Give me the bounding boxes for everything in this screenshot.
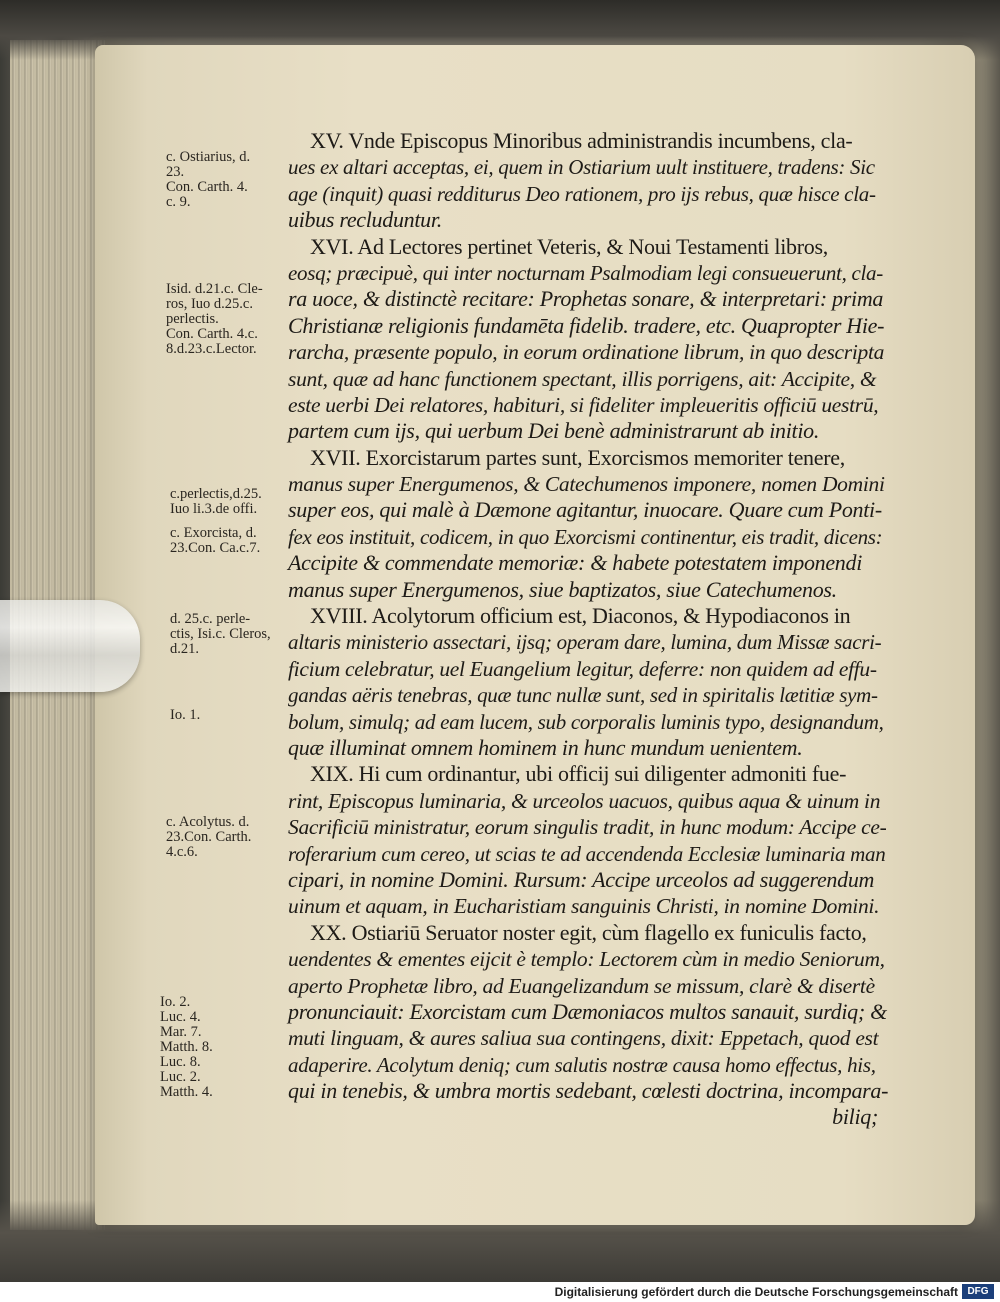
margin-note xyxy=(170,708,200,723)
margin-note-line: 8.d.23.c.Lector. xyxy=(166,341,257,357)
text-line: super eos, qui malè à Dæmone agitantur, inuocare. Quare cum Ponti- xyxy=(288,497,882,523)
text-line: altaris ministerio assectari, ijsq; operam dare, lumina, dum Missæ sacri- xyxy=(288,630,882,655)
text-line: partem cum ijs, qui uerbum Dei benè administrarunt ab initio. xyxy=(288,418,820,444)
margin-note-line: 4.c.6. xyxy=(166,844,198,860)
text-line: este uerbi Dei relatores, habituri, si fideliter impleueritis officiū uestrū, xyxy=(288,392,879,417)
margin-note-line: Mar. 7. xyxy=(160,1024,202,1040)
margin-note xyxy=(166,282,263,357)
section-heading-line: XX. Ostiariū Seruator noster egit, cùm flagello ex funiculis facto, xyxy=(310,919,867,945)
margin-note-line: c. Ostiarius, d. xyxy=(166,149,251,165)
margin-note xyxy=(170,612,271,657)
text-line: manus super Energumenos, siue baptizatos, siue Catechumenos. xyxy=(288,576,837,602)
text-line: adaperire. Acolytum deniq; cum salutis nostræ causa homo effectus, his, xyxy=(288,1052,876,1077)
text-line: cipari, in nomine Domini. Rursum: Accipe urceolos ad suggerendum xyxy=(288,866,875,892)
margin-note-line: 23.Con. Carth. xyxy=(166,829,252,845)
text-line: eosq; præcipuè, qui inter nocturnam Psalmodiam legi consueuerunt, cla- xyxy=(288,260,883,285)
text-line: Sacrificiū ministratur, eorum singulis tradit, in hunc modum: Accipe ce- xyxy=(288,815,887,840)
section-heading-line: XIX. Hi cum ordinantur, ubi officij sui diligenter admoniti fue- xyxy=(310,761,847,787)
text-line: rint, Episcopus luminaria, & urceolos uacuos, quibus aqua & uinum in xyxy=(288,788,881,813)
margin-note xyxy=(170,487,262,517)
margin-note-line: Isid. d.21.c. Cle- xyxy=(166,281,263,297)
margin-note-line: d.21. xyxy=(170,641,199,657)
text-line: gandas aëris tenebras, quæ tunc nullæ sunt, sed in spiritalis lætitiæ sym- xyxy=(288,683,878,708)
margin-note-line: Luc. 2. xyxy=(160,1069,201,1085)
margin-note-line: c. Exorcista, d. xyxy=(170,525,257,541)
text-line: bolum, simulq; ad eam lucem, sub corporalis luminis typo, designandum, xyxy=(288,709,884,734)
text-line: uinum et aquam, in Eucharistiam sanguinis Christi, in nomine Domini. xyxy=(288,894,880,919)
text-line: ficium celebratur, uel Euangelium legitur, deferre: non quidem ad effu- xyxy=(288,656,877,681)
margin-note-line: Iuo li.3.de offi. xyxy=(170,501,258,517)
margin-note-line: perlectis. xyxy=(166,311,219,327)
text-line: muti linguam, & aures saliua sua contingens, dixit: Eppetach, quod est xyxy=(288,1026,879,1051)
text-line: Christianæ religionis fundamēta fidelib. tradere, etc. Quapropter Hie- xyxy=(288,312,885,338)
page-holder-clip xyxy=(0,600,140,692)
margin-note xyxy=(166,815,251,860)
text-line: qui in tenebis, & umbra mortis sedebant, cœlesti doctrina, incompara- xyxy=(288,1078,889,1104)
text-line: rarcha, præsente populo, in eorum ordinatione librum, in quo descripta xyxy=(288,340,885,365)
margin-note xyxy=(170,526,260,556)
section-heading-line: XVIII. Acolytorum officium est, Diaconos, & Hypodiaconos in xyxy=(310,603,851,629)
margin-note-line: d. 25.c. perle- xyxy=(170,611,251,627)
margin-note-line: ctis, Isi.c. Cleros, xyxy=(170,626,271,642)
margin-note-line: Luc. 8. xyxy=(160,1054,201,1070)
margin-note-line: Con. Carth. 4.c. xyxy=(166,326,258,342)
text-line: aperto Prophetæ libro, ad Euangelizandum se missum, clarè & disertè xyxy=(288,973,875,998)
margin-note-line: 23.Con. Ca.c.7. xyxy=(170,540,261,556)
dfg-logo: DFG xyxy=(962,1284,994,1299)
margin-note-line: c. Acolytus. d. xyxy=(166,814,250,830)
text-line: uibus recluduntur. xyxy=(288,207,442,233)
catchword: biliq; xyxy=(832,1104,878,1130)
margin-note-line: Matth. 8. xyxy=(160,1039,213,1055)
margin-note-line: 23. xyxy=(166,164,185,180)
text-line: pronunciauit: Exorcistam cum Dæmoniacos multos sanauit, surdiq; & xyxy=(288,998,887,1024)
margin-note-line: ros, Iuo d.25.c. xyxy=(166,296,253,312)
margin-note-line: c. 9. xyxy=(166,194,191,210)
text-line: uendentes & ementes eijcit è templo: Lectorem cùm in medio Seniorum, xyxy=(288,947,885,972)
section-heading-line: XVII. Exorcistarum partes sunt, Exorcismos memoriter tenere, xyxy=(310,444,845,470)
margin-note xyxy=(166,150,250,210)
section-heading-line: XV. Vnde Episcopus Minoribus administrandis incumbens, cla- xyxy=(310,128,853,153)
margin-note-line: Io. 1. xyxy=(170,707,201,723)
text-line: ra uoce, & distinctè recitare: Prophetas sonare, & interpretari: prima xyxy=(288,286,884,312)
text-line: Accipite & commendate memoriæ: & habete potestatem imponendi xyxy=(288,550,863,576)
margin-note-line: Luc. 4. xyxy=(160,1009,201,1025)
margin-note-line: Matth. 4. xyxy=(160,1084,213,1100)
section-heading-line: XVI. Ad Lectores pertinet Veteris, & Noui Testamenti libros, xyxy=(310,233,828,259)
margin-note-line: c.perlectis,d.25. xyxy=(170,486,262,502)
text-line: fex eos instituit, codicem, in quo Exorcismi continentur, eis tradit, dicens: xyxy=(288,524,883,549)
text-line: age (inquit) quasi redditurus Deo rationem, pro ijs rebus, quæ hisce cla- xyxy=(288,181,876,206)
text-line: quæ illuminat omnem hominem in hunc mundum uenientem. xyxy=(288,734,803,760)
text-line: sunt, quæ ad hanc functionem spectant, illis porrigens, ait: Accipite, & xyxy=(288,366,877,391)
footer-bar xyxy=(0,1282,1000,1302)
text-line: ues ex altari acceptas, ei, quem in Ostiarium uult instituere, tradens: Sic xyxy=(288,155,875,180)
margin-note-line: Io. 2. xyxy=(160,994,191,1010)
text-line: roferarium cum cereo, ut scias te ad accendenda Ecclesiæ luminaria man xyxy=(288,841,886,866)
body-text-block xyxy=(288,128,888,1131)
margin-note-line: Con. Carth. 4. xyxy=(166,179,248,195)
funding-credit: Digitalisierung gefördert durch die Deutsche Forschungsgemeinschaft xyxy=(554,1285,958,1299)
text-line: manus super Energumenos, & Catechumenos imponere, nomen Domini xyxy=(288,472,885,497)
margin-note xyxy=(160,995,213,1100)
